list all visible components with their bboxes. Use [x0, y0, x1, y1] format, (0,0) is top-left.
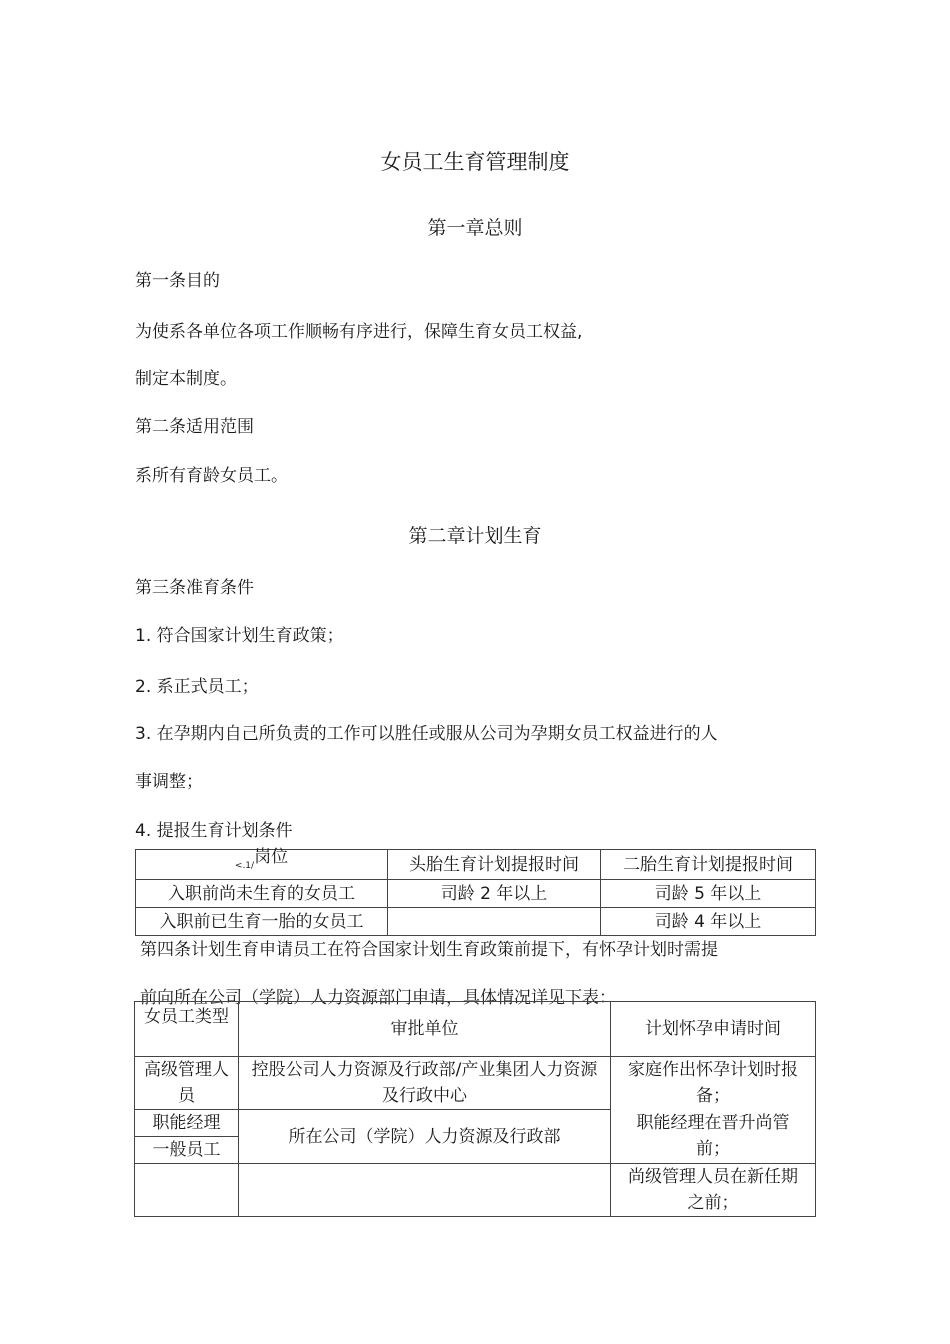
article-2-body: 系所有育龄女员工。 [135, 466, 288, 486]
table-cell-unit: 所在公司（学院）人力资源及行政部 [239, 1110, 611, 1164]
article-4-line-1: 第四条计划生育申请员工在符合国家计划生育政策前提下，有怀孕计划时需提 [140, 940, 718, 960]
birth-plan-report-table [135, 849, 816, 936]
table-cell: 司龄 5 年以上 [601, 880, 816, 908]
table-cell-empty [135, 1164, 239, 1217]
table-cell-unit: 控股公司人力资源及行政部/产业集团人力资源及行政中心 [239, 1057, 611, 1110]
table-header-row [135, 1002, 816, 1057]
chapter-2-heading: 第二章计划生育 [408, 525, 542, 547]
table-cell-time: 家庭作出怀孕计划时报备； [611, 1057, 816, 1110]
table-cell-empty [239, 1164, 611, 1217]
table-cell-type: 高级管理人员 [135, 1057, 239, 1110]
table-row [136, 880, 816, 908]
table-cell-time: 职能经理在晋升尚管前； [611, 1110, 816, 1164]
condition-item-3-line-1: 3. 在孕期内自己所负责的工作可以胜任或服从公司为孕期女员工权益进行的人 [135, 724, 718, 744]
table-cell: 入职前已生育一胎的女员工 [136, 908, 388, 936]
condition-item-3-line-2: 事调整； [135, 772, 203, 792]
table-row [136, 908, 816, 936]
table-header-cell: 二胎生育计划提报时间 [601, 850, 816, 880]
table-cell-type: 一般员工 [135, 1137, 239, 1164]
table-header-row [136, 850, 816, 880]
table-cell-type: 职能经理 [135, 1110, 239, 1137]
table-cell: 司龄 2 年以上 [388, 880, 601, 908]
table-header-cell: 女员工类型 [135, 1002, 239, 1057]
header-post-label: 岗位 [254, 847, 289, 867]
article-1-line-1: 为使系各单位各项工作顺畅有序进行，保障生育女员工权益, [135, 322, 583, 342]
article-1-line-2: 制定本制度。 [135, 369, 237, 389]
condition-item-1: 1. 符合国家计划生育政策； [135, 626, 344, 646]
table-cell: 入职前尚未生育的女员工 [136, 880, 388, 908]
condition-item-4: 4. 提报生育计划条件 [135, 821, 293, 841]
table-row [135, 1110, 816, 1137]
header-stray-mark: <.1/ [234, 861, 255, 871]
table-row [135, 1164, 816, 1217]
pregnancy-application-table [134, 1001, 816, 1217]
table-header-cell [136, 847, 388, 880]
table-header-cell: 头胎生育计划提报时间 [388, 850, 601, 880]
table-cell [388, 908, 601, 936]
article-4-line-2: 前向所在公司（学院）人力资源部门申请，具体情况详见下表： [140, 988, 616, 1008]
article-3-title: 第三条准育条件 [135, 578, 254, 598]
table-header-cell: 审批单位 [239, 1002, 611, 1057]
table-header-cell: 计划怀孕申请时间 [611, 1002, 816, 1057]
article-1-title: 第一条目的 [135, 271, 220, 291]
chapter-1-heading: 第一章总则 [427, 217, 523, 239]
table-row [135, 1057, 816, 1110]
document-title: 女员工生育管理制度 [380, 150, 570, 174]
condition-item-2: 2. 系正式员工； [135, 677, 259, 697]
table-cell: 司龄 4 年以上 [601, 908, 816, 936]
table-cell-time: 尚级管理人员在新任期之前； [611, 1164, 816, 1217]
article-2-title: 第二条适用范围 [135, 417, 254, 437]
